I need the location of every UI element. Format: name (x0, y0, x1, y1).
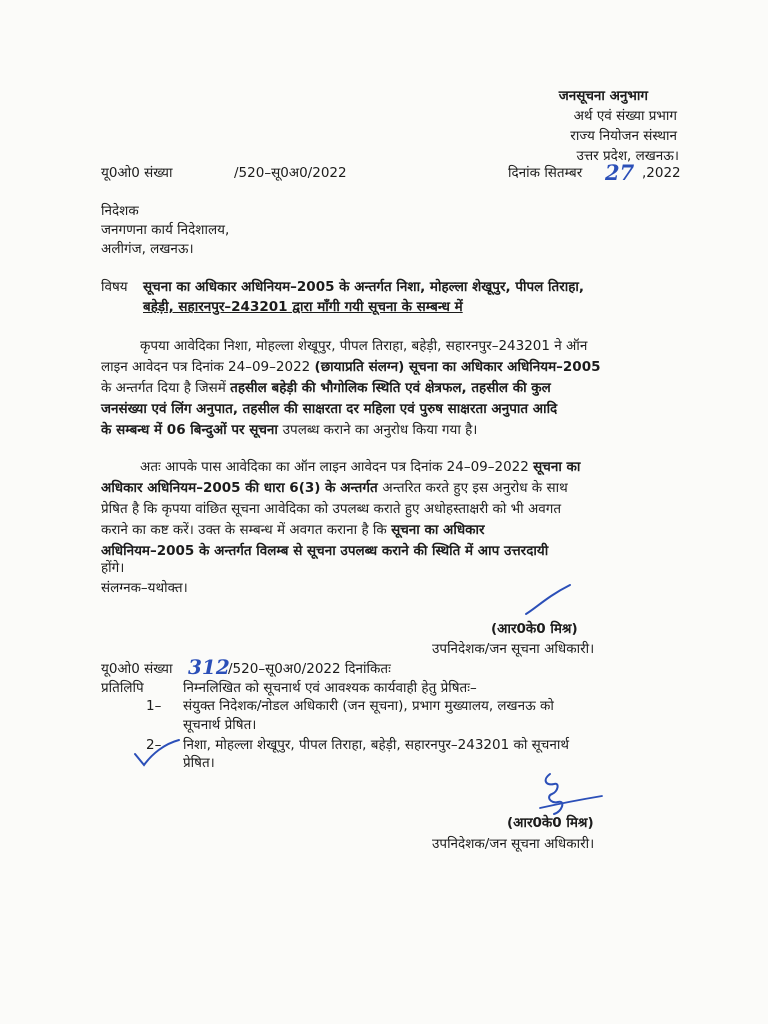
addressee-line-2: जनगणना कार्य निदेशालय, (101, 222, 230, 238)
copy-item-1-line-2: सूचनार्थ प्रेषित। (183, 717, 257, 733)
para2-line-3: प्रेषित है कि कृपया वांछित सूचना आवेदिका को उपलब्ध कराते हुए अधोहस्ताक्षरी को भी अवगत (101, 501, 562, 517)
signature1-designation: उपनिदेशक/जन सूचना अधिकारी। (432, 641, 595, 657)
date-year: ,2022 (642, 165, 681, 181)
date-label: दिनांक सितम्बर (508, 165, 583, 181)
dept-line-2: अर्थ एवं संख्या प्रभाग (573, 108, 677, 124)
dept-line-1: जनसूचना अनुभाग (558, 88, 648, 104)
copy-ref-label: यू0ओ0 संख्या (101, 661, 173, 677)
para2-line-4: कराने का कष्ट करें। उक्त के सम्बन्ध में अवगत कराना है कि सूचना का अधिकार (101, 522, 485, 538)
date-day-handwritten: 27 (605, 160, 635, 185)
para2-line-1: अतः आपके पास आवेदिका का ऑन लाइन आवेदन पत्र दिनांक 24–09–2022 सूचना का (140, 459, 581, 475)
signature-mark-1 (522, 582, 574, 618)
para2-line-5: अधिनियम–2005 के अन्तर्गत विलम्ब से सूचना उपलब्ध कराने की स्थिति में आप उत्तरदायी (101, 543, 549, 559)
subject-line-1: सूचना का अधिकार अधिनियम–2005 के अन्तर्गत निशा, मोहल्ला शेखूपुर, पीपल तिराहा, (143, 279, 585, 295)
signature-mark-2 (528, 770, 608, 820)
signature2-designation: उपनिदेशक/जन सूचना अधिकारी। (432, 836, 595, 852)
para1-line-2: लाइन आवेदन पत्र दिनांक 24–09–2022 (छायाप्रति संलग्न) सूचना का अधिकार अधिनियम–2005 (101, 359, 601, 375)
copy-item-2-num: 2– (146, 737, 162, 753)
copy-item-2-line-1: निशा, मोहल्ला शेखूपुर, पीपल तिराहा, बहेड़ी, सहारनपुर–243201 को सूचनार्थ (183, 737, 569, 753)
copy-label: प्रतिलिपि (101, 680, 144, 696)
copy-item-2-line-2: प्रेषित। (183, 755, 215, 771)
copy-item-1-line-1: संयुक्त निदेशक/नोडल अधिकारी (जन सूचना), प्रभाग मुख्यालय, लखनऊ को (183, 698, 554, 714)
addressee-line-3: अलीगंज, लखनऊ। (101, 241, 194, 257)
copy-item-1-num: 1– (146, 698, 162, 714)
copy-ref-handwritten: 312 (188, 655, 230, 679)
para1-line-5: के सम्बन्ध में 06 बिन्दुओं पर सूचना उपलब्ध कराने का अनुरोध किया गया है। (101, 422, 478, 438)
para2-line-2: अधिकार अधिनियम–2005 की धारा 6(3) के अन्तर्गत अन्तरित करते हुए इस अनुरोध के साथ (101, 480, 568, 496)
enclosure-note: संलग्नक–यथोक्त। (101, 580, 188, 596)
ref-number: /520–सू0अ0/2022 (234, 165, 347, 181)
para1-line-3: के अन्तर्गत दिया है जिसमें तहसील बहेड़ी की भौगोलिक स्थिति एवं क्षेत्रफल, तहसील की कुल (101, 380, 551, 396)
signature1-name: (आर0के0 मिश्र) (491, 621, 578, 637)
dept-line-4: उत्तर प्रदेश, लखनऊ। (576, 148, 679, 164)
subject-label: विषय (101, 279, 128, 295)
dept-line-3: राज्य नियोजन संस्थान (570, 128, 677, 144)
ref-label: यू0ओ0 संख्या (101, 165, 173, 181)
subject-line-2: बहेड़ी, सहारनपुर–243201 द्वारा माँगी गयी सूचना के सम्बन्ध में (143, 299, 463, 315)
para1-line-4: जनसंख्या एवं लिंग अनुपात, तहसील की साक्षरता दर महिला एवं पुरुष साक्षरता अनुपात आदि (101, 401, 558, 417)
copy-intro: निम्नलिखित को सूचनार्थ एवं आवश्यक कार्यवाही हेतु प्रेषितः– (183, 680, 477, 696)
para1-line-1: कृपया आवेदिका निशा, मोहल्ला शेखूपुर, पीपल तिराहा, बहेड़ी, सहारनपुर–243201 ने ऑन (140, 338, 588, 354)
signature2-name: (आर0के0 मिश्र) (507, 815, 594, 831)
addressee-line-1: निदेशक (101, 203, 139, 219)
para2-line-6: होंगे। (101, 560, 125, 576)
copy-ref-rest: /520–सू0अ0/2022 दिनांकितः (228, 661, 391, 677)
check-mark-icon (132, 738, 182, 768)
